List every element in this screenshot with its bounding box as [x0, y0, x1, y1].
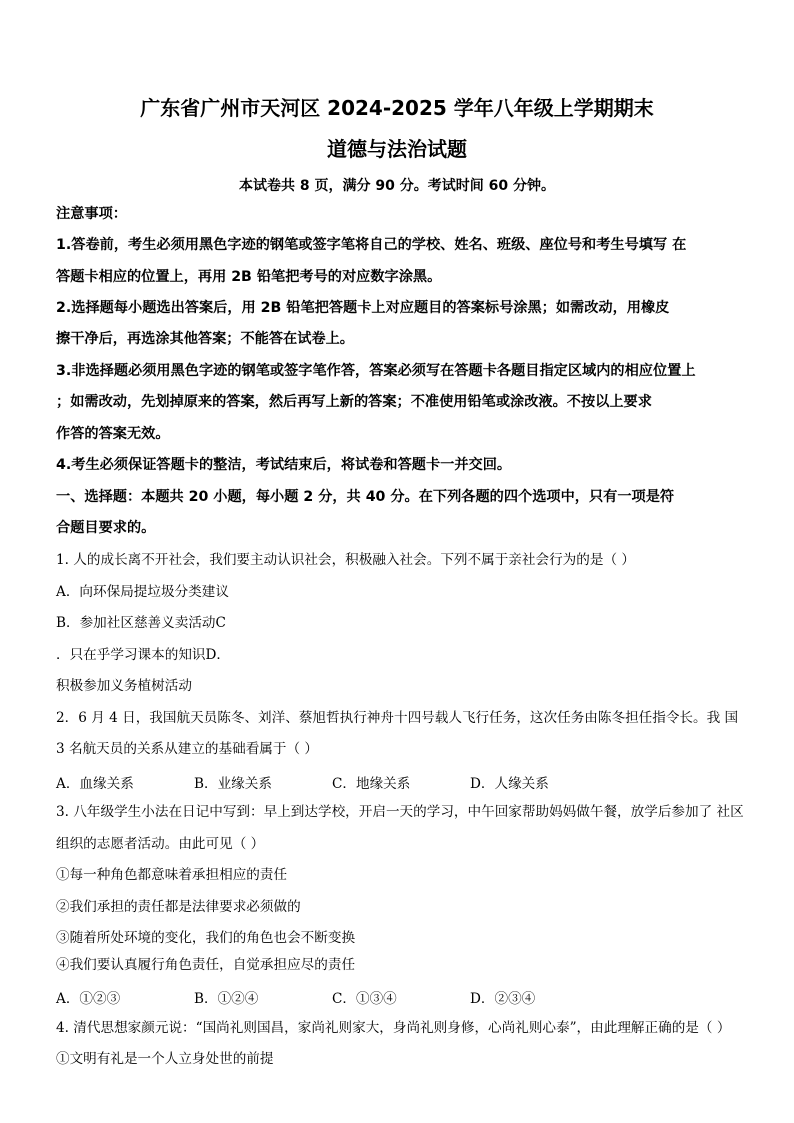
notice-line: 1.答卷前，考生必须用黑色字迹的钢笔或签字笔将自己的学校、姓名、班级、座位号和考生号填写 在 — [56, 237, 687, 253]
section-heading: 一、选择题：本题共 20 小题，每小题 2 分，共 40 分。在下列各题的四个选项中，只有一项是符 — [56, 489, 675, 505]
notice-heading: 注意事项： — [56, 206, 127, 222]
notice-line: 3.非选择题必须用黑色字迹的钢笔或签字笔作答，答案必须写在答题卡各题目指定区域内的相应位置上 — [56, 363, 696, 379]
question-1-stem: 1. 人的成长离不开社会，我们要主动认识社会，积极融入社会。下列不属于亲社会行为的是（ ） — [56, 552, 635, 568]
notice-line: 答题卡相应的位置上，再用 2B 铅笔把考号的对应数字涂黑。 — [56, 269, 442, 285]
question-3-item: ④我们要认真履行角色责任，自觉承担应尽的责任 — [56, 957, 356, 973]
notice-line: 擦干净后，再选涂其他答案；不能答在试卷上。 — [56, 331, 354, 347]
option-d: D．②③④ — [470, 991, 536, 1007]
option-a: A．血缘关系 — [56, 776, 134, 792]
question-3-item: ①每一种角色都意味着承担相应的责任 — [56, 867, 288, 883]
question-4-item: ①文明有礼是一个人立身处世的前提 — [56, 1051, 274, 1067]
question-4-stem: 4. 清代思想家颜元说：“国尚礼则国昌，家尚礼则家大，身尚礼则身修，心尚礼则心泰”，由此理解正确的是（ ） — [56, 1020, 731, 1036]
option-c: C．①③④ — [332, 991, 397, 1007]
notice-line: 4.考生必须保证答题卡的整洁，考试结束后，将试卷和答题卡一并交回。 — [56, 457, 512, 473]
question-3-item: ③随着所处环境的变化，我们的角色也会不断变换 — [56, 930, 356, 946]
option-a: A．①②③ — [56, 991, 121, 1007]
notice-line: ；如需改动，先划掉原来的答案，然后再写上新的答案；不准使用铅笔或涂改液。不按以上要求 — [56, 394, 652, 410]
exam-info: 本试卷共 8 页，满分 90 分。考试时间 60 分钟。 — [239, 178, 555, 194]
question-1-line: 积极参加义务植树活动 — [56, 678, 192, 694]
exam-subject-title: 道德与法治试题 — [327, 137, 467, 161]
question-1-line: ．只在乎学习课本的知识D． — [56, 647, 231, 663]
question-2-stem: 2．6 月 4 日，我国航天员陈冬、刘洋、蔡旭哲执行神舟十四号载人飞行任务，这次任务由陈冬担任指令长。我 国 — [56, 710, 739, 726]
question-3-stem: 3. 八年级学生小法在日记中写到：早上到达学校，开启一天的学习，中午回家帮助妈妈做午餐，放学后参加了 社区 — [56, 804, 744, 820]
question-1-line: B．参加社区慈善义卖活动C — [56, 615, 226, 631]
option-b: B．①②④ — [194, 991, 259, 1007]
option-d: D．人缘关系 — [470, 776, 549, 792]
exam-title: 广东省广州市天河区 2024-2025 学年八年级上学期期末 — [140, 96, 654, 120]
option-b: B．业缘关系 — [194, 776, 272, 792]
section-heading: 合题目要求的。 — [56, 520, 156, 536]
question-1-line: A．向环保局提垃圾分类建议 — [56, 584, 229, 600]
option-c: C．地缘关系 — [332, 776, 411, 792]
notice-line: 2.选择题每小题选出答案后，用 2B 铅笔把答题卡上对应题目的答案标号涂黑；如需改动，用橡皮 — [56, 300, 670, 316]
question-3-item: ②我们承担的责任都是法律要求必须做的 — [56, 899, 301, 915]
notice-line: 作答的答案无效。 — [56, 426, 170, 442]
question-3-stem: 组织的志愿者活动。由此可见（ ） — [56, 836, 265, 852]
question-2-stem: 3 名航天员的关系从建立的基础看属于（ ） — [56, 741, 318, 757]
